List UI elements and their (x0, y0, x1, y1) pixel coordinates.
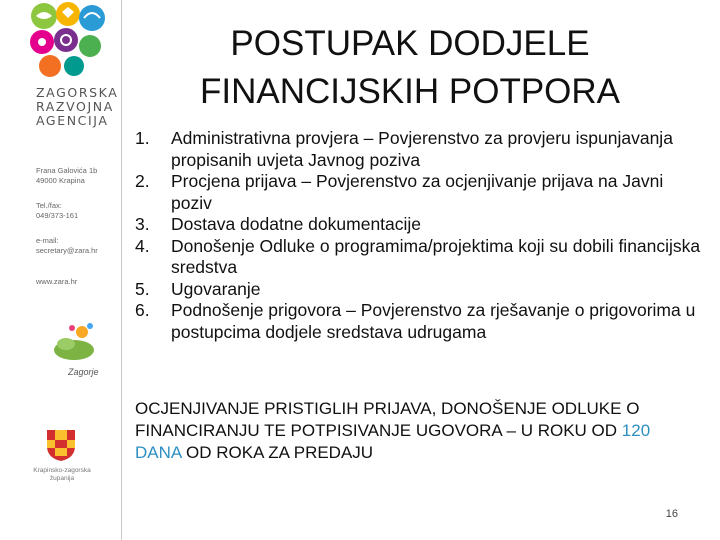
agency-logo-icon (22, 2, 108, 80)
deadline-highlight: 120 DANA (135, 421, 651, 462)
website-link[interactable]: www.zara.hr (36, 277, 78, 286)
list-item: 1. Administrativna provjera – Povjerenstvo za provjeru ispunjavanja propisanih uvjeta Javnog poziva (135, 128, 673, 170)
list-item: 2. Procjena prijava – Povjerenstvo za ocjenjivanje prijava na Javni poziv (135, 171, 664, 213)
list-item: 5. Ugovaranje (135, 278, 261, 299)
zagorje-logo-icon (52, 320, 98, 362)
page-number: 16 (665, 508, 678, 520)
list-item: 3. Dostava dodatne dokumentacije (135, 214, 422, 234)
email[interactable]: e-mail: secretary@zara.hr (36, 236, 98, 255)
steps-list (135, 128, 705, 343)
county-name: Krapinsko-zagorska županija (33, 467, 91, 482)
address: Frana Galovića 1b 49000 Krapina (36, 166, 98, 185)
sidebar (0, 0, 122, 540)
phone: Tel./fax: 049/373-161 (36, 201, 79, 220)
county-coat-of-arms-icon (46, 428, 76, 462)
zagorje-label: Zagorje (68, 367, 99, 377)
list-item: 6. Podnošenje prigovora – Povjerenstvo za rješavanje o prigovorima u postupcima dodjele sredstava udrugama (135, 300, 696, 342)
list-item: 4. Donošenje Odluke o programima/projektima koji su dobili financijska sredstva (135, 235, 701, 277)
agency-name: ZAGORSKA RAZVOJNA AGENCIJA (36, 85, 119, 128)
slide-title: POSTUPAK DODJELE FINANCIJSKIH POTPORA (199, 24, 621, 111)
deadline-note: OCJENJIVANJE PRISTIGLIH PRIJAVA, DONOŠENJE ODLUKE O FINANCIRANJU TE POTPISIVANJE UGOVORA – U ROKU OD 120 DANA OD ROKA ZA PREDAJU (135, 399, 651, 462)
sidebar-divider (121, 0, 122, 540)
